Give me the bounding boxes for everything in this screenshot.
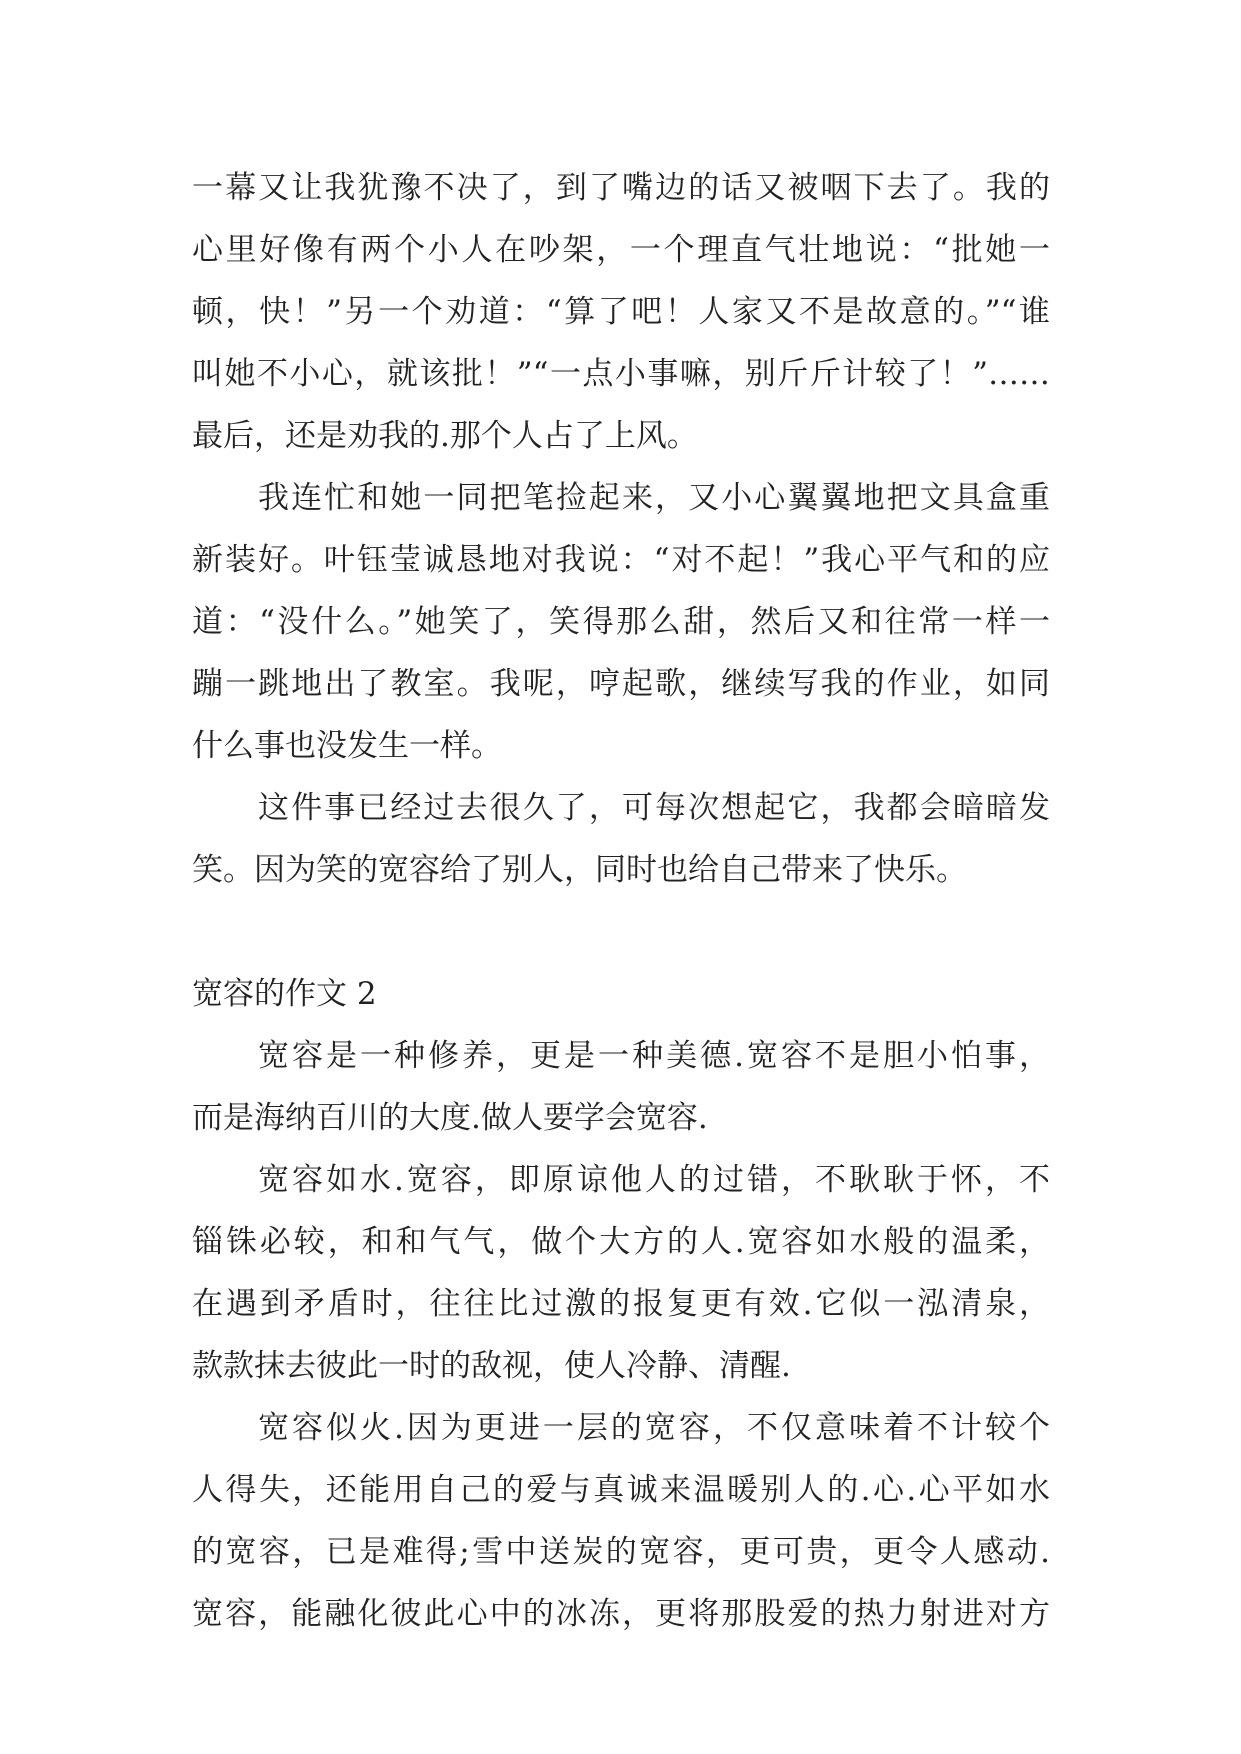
paragraph-line: 我连忙和她一同把笔捡起来，又小心翼翼地把文具盒重 <box>258 480 1050 516</box>
paragraph-line: 叫她不小心，就该批！”“一点小事嘛，别斤斤计较了！”…… <box>192 356 1050 392</box>
paragraph-line: 顿，快！”另一个劝道：“算了吧！人家又不是故意的。”“谁 <box>192 294 1050 330</box>
paragraph-line: 宽容似火.因为更进一层的宽容，不仅意味着不计较个 <box>258 1410 1050 1446</box>
paragraph-line: 道：“没什么。”她笑了，笑得那么甜，然后又和往常一样一 <box>192 604 1050 640</box>
paragraph-line: 一幕又让我犹豫不决了，到了嘴边的话又被咽下去了。我的 <box>192 170 1050 206</box>
paragraph-line: 锱铢必较，和和气气，做个大方的人.宽容如水般的温柔， <box>192 1224 1050 1260</box>
paragraph-line: 宽容是一种修养，更是一种美德.宽容不是胆小怕事， <box>258 1038 1050 1074</box>
paragraph-line: 的宽容，已是难得;雪中送炭的宽容，更可贵，更令人感动. <box>192 1534 1050 1570</box>
paragraph-line: 款款抹去彼此一时的敌视，使人冷静、清醒. <box>192 1348 791 1384</box>
document-page <box>192 157 1050 1645</box>
paragraph-line: 蹦一跳地出了教室。我呢，哼起歌，继续写我的作业，如同 <box>192 666 1050 702</box>
paragraph-line: 笑。因为笑的宽容给了别人，同时也给自己带来了快乐。 <box>192 852 967 888</box>
section-gap <box>192 901 1050 963</box>
paragraph-line: 人得失，还能用自己的爱与真诚来温暖别人的.心.心平如水 <box>192 1472 1050 1508</box>
paragraph-line: 宽容如水.宽容，即原谅他人的过错，不耿耿于怀，不 <box>258 1162 1050 1198</box>
paragraph-line: 这件事已经过去很久了，可每次想起它，我都会暗暗发 <box>258 790 1050 826</box>
essay-title: 宽容的作文 2 <box>192 976 377 1012</box>
paragraph-line: 在遇到矛盾时，往往比过激的报复更有效.它似一泓清泉， <box>192 1286 1050 1322</box>
paragraph-line: 最后，还是劝我的.那个人占了上风。 <box>192 418 698 454</box>
paragraph-line: 新装好。叶钰莹诚恳地对我说：“对不起！”我心平气和的应 <box>192 542 1050 578</box>
paragraph-line: 什么事也没发生一样。 <box>192 728 502 764</box>
paragraph-line: 宽容，能融化彼此心中的冰冻，更将那股爱的热力射进对方 <box>192 1596 1050 1632</box>
paragraph-line: 心里好像有两个小人在吵架，一个理直气壮地说：“批她一 <box>192 232 1050 268</box>
paragraph-line: 而是海纳百川的大度.做人要学会宽容. <box>192 1100 708 1136</box>
